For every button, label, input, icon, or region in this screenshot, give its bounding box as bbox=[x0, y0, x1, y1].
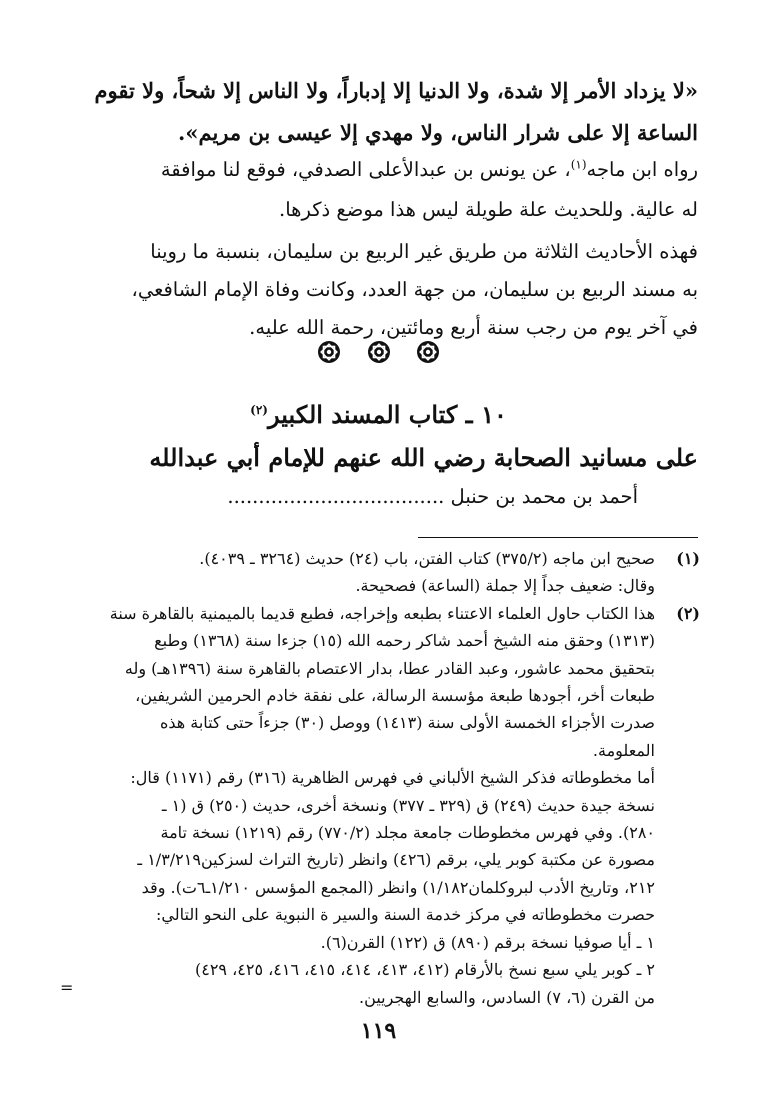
footnote-2 bbox=[60, 600, 700, 1011]
quote-line-2: الساعة إلا على شرار الناس، ولا مهدي إلا عيسى بن مريم». bbox=[178, 120, 698, 145]
footnote-text bbox=[60, 545, 655, 600]
leader-dots: ................................... bbox=[227, 485, 445, 508]
author-line bbox=[78, 482, 638, 512]
ornament-divider bbox=[0, 340, 757, 364]
footnote-line: طبعات أخر، أجودها طبعة مؤسسة الرسالة، على نفقة خادم الحرمين الشريفين، bbox=[135, 686, 655, 706]
body2-line-1: فهذه الأحاديث الثلاثة من طريق غير الربيع بن سليمان، بنسبة ما روينا bbox=[150, 240, 698, 263]
author-name: أحمد بن محمد بن حنبل bbox=[450, 485, 638, 508]
footnote-ref-1[interactable]: (١) bbox=[570, 157, 587, 172]
footnote-line: نسخة جيدة حديث (٢٤٩) ق (٣٢٩ ـ ٣٧٧) ونسخة أخرى، حديث (٢٥٠) ق (١ ـ bbox=[161, 795, 655, 815]
footnote-line: من القرن (٦، ٧) السادس، والسابع الهجريين. bbox=[359, 987, 655, 1007]
footnote-line: ١ ـ أيا صوفيا نسخة برقم (٨٩٠) ق (١٢٢) القرن(٦). bbox=[320, 932, 655, 952]
footnote-line: صحيح ابن ماجه (٣٧٥/٢) كتاب الفتن، باب (٢٤) حديث (٣٢٦٤ ـ ٤٠٣٩). bbox=[199, 549, 655, 568]
page-number: ١١٩ bbox=[360, 1018, 397, 1044]
footnote-separator bbox=[418, 537, 698, 538]
footnote-line: ٢٨٠). وفي فهرس مخطوطات جامعة مجلد (٧٧٠/٢) رقم (١٢١٩) نسخة تامة bbox=[160, 823, 655, 843]
footnote-line: هذا الكتاب حاول العلماء الاعتناء بطبعه وإخراجه، فطبع قديما بالميمنية بالقاهرة سنة bbox=[109, 603, 655, 623]
section-heading bbox=[0, 398, 757, 432]
quote-line-1: «لا يزداد الأمر إلا شدة، ولا الدنيا إلا إدباراً، ولا الناس إلا شحاً، ولا تقوم bbox=[94, 78, 698, 103]
footnote-line: ٢١٢، وتاريخ الأدب لبروكلمان١/١٨٢) وانظر (المجمع المؤسس ١/٢١٠ـ٦ت). وقد bbox=[141, 877, 655, 897]
footnote-1 bbox=[60, 545, 700, 600]
ornament-icon bbox=[317, 340, 341, 364]
body1-line-2: له عالية. وللحديث علة طويلة ليس هذا موضع ذكرها. bbox=[279, 198, 698, 221]
body1-before-sup: رواه ابن ماجه bbox=[586, 158, 698, 181]
continuation-mark: = bbox=[60, 978, 74, 997]
section-subheading: على مسانيد الصحابة رضي الله عنهم للإمام أبي عبدالله bbox=[149, 443, 698, 472]
footnote-line: بتحقيق محمد عاشور، وعبد القادر عطا، بدار الاعتصام بالقاهرة سنة (١٣٩٦هـ) وله bbox=[124, 658, 655, 678]
body-paragraph-2 bbox=[78, 233, 698, 347]
ornament-icon bbox=[416, 340, 440, 364]
footnote-line: المعلومة. bbox=[592, 740, 655, 760]
footnote-line: صدرت الأجزاء الخمسة الأولى سنة (١٤١٣) ووصل (٣٠) جزءاً حتى كتابة هذه bbox=[159, 713, 655, 733]
body-paragraph-1 bbox=[78, 150, 698, 230]
section-heading-text: ١٠ ـ كتاب المسند الكبير bbox=[267, 400, 507, 429]
footnote-number: (١) bbox=[676, 549, 700, 568]
footnote-ref-2[interactable]: (٢) bbox=[250, 403, 268, 417]
footnotes bbox=[60, 545, 700, 1011]
footnote-line: (١٣١٣) وحقق منه الشيخ أحمد شاكر رحمه الله (١٥) جزءا سنة (١٣٦٨) وطبع bbox=[154, 631, 655, 651]
footnote-number: (٢) bbox=[676, 603, 700, 623]
footnote-text bbox=[60, 600, 655, 1011]
footnote-line: مصورة عن مكتبة كوبر يلي، برقم (٤٢٦) وانظر (تاريخ التراث لسزكين١/٣/٢١٩ ـ bbox=[137, 850, 655, 870]
footnote-line: أما مخطوطاته فذكر الشيخ الألباني في فهرس الظاهرية (٣١٦) رقم (١١٧١) قال: bbox=[130, 768, 655, 788]
body1-line-1 bbox=[78, 150, 698, 190]
body2-line-2: به مسند الربيع بن سليمان، من جهة العدد، وكانت وفاة الإمام الشافعي، bbox=[131, 278, 698, 301]
hadith-quote bbox=[78, 70, 698, 154]
body1-after-sup: ، عن يونس بن عبدالأعلى الصدفي، فوقع لنا موافقة bbox=[160, 158, 571, 181]
body2-line-3: في آخر يوم من رجب سنة أربع ومائتين، رحمة الله عليه. bbox=[249, 316, 698, 339]
footnote-line: ٢ ـ كوبر يلي سبع نسخ بالأرقام (٤١٢، ٤١٣، ٤١٤، ٤١٥، ٤١٦، ٤٢٥، ٤٢٩) bbox=[194, 960, 655, 980]
footnote-line: حصرت مخطوطاته في مركز خدمة السنة والسير ة النبوية على النحو التالي: bbox=[156, 905, 655, 925]
ornament-icon bbox=[367, 340, 391, 364]
footnote-line: وقال: ضعيف جداً إلا جملة (الساعة) فصحيحة. bbox=[355, 576, 655, 596]
